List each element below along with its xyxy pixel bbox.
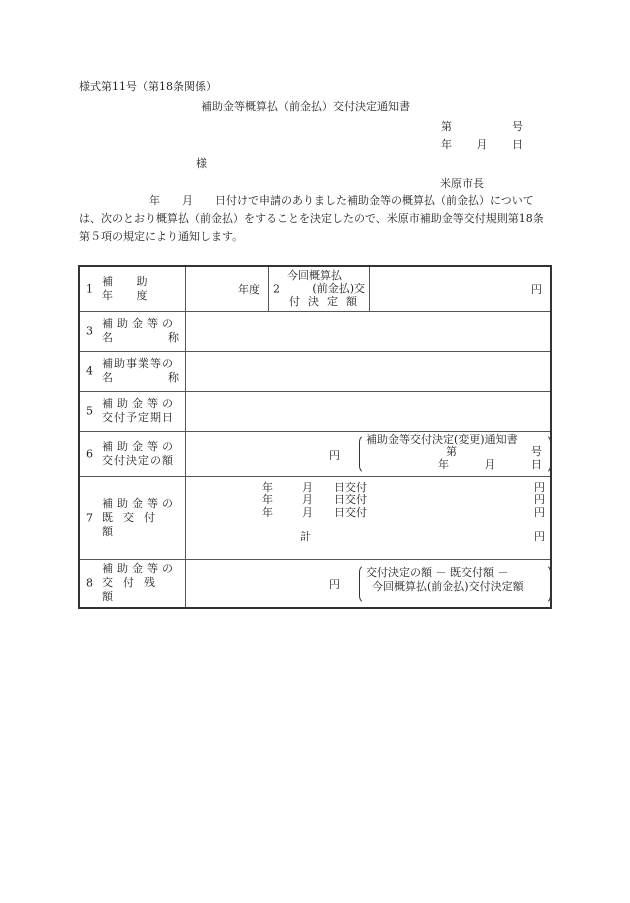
addressee-suffix: 様: [196, 157, 207, 170]
item-label-line2: 既交付額: [102, 510, 165, 538]
note-line1: 補助金等交付決定(変更)通知書: [366, 432, 518, 446]
yen-suffix: 円: [531, 282, 542, 296]
item-label-line1: 補助金等の: [102, 496, 177, 510]
paid-amount-field[interactable]: [186, 476, 552, 559]
item2-label-line3: 付決定額: [289, 295, 365, 309]
form-number: 様式第11号（第18条関係）: [79, 80, 217, 93]
item2-label-line2: (前金払)交: [312, 282, 365, 296]
subsidy-year-field[interactable]: [186, 266, 269, 311]
item-number: 8: [86, 576, 93, 590]
scheduled-date-field[interactable]: [186, 391, 552, 431]
item-number: 3: [86, 324, 93, 338]
document-date: [441, 138, 523, 152]
yen-suffix: 円: [329, 577, 340, 591]
item-number: 7: [86, 511, 93, 524]
item-label-line2: 交付決定の額: [102, 453, 174, 467]
remaining-amount-field[interactable]: [186, 559, 552, 608]
item-label-line1: 補助金等の: [102, 397, 177, 410]
item-label-line1: 補助金等の: [102, 317, 177, 330]
date-day: 日: [512, 138, 523, 151]
item-label-line2: 交付予定期日: [102, 411, 174, 424]
payment-row: 年 月 日交付 円: [262, 480, 545, 494]
payment-list: [262, 482, 545, 544]
item-number: 4: [86, 364, 93, 378]
row-project-name: [79, 351, 551, 391]
row-paid-amount: [79, 476, 551, 559]
payment-row: 年 月 日交付 円: [262, 493, 545, 506]
item-number: 2: [273, 282, 280, 296]
decision-amount-field[interactable]: [186, 431, 552, 476]
number-prefix: 第: [441, 120, 452, 133]
item2-label-line1: 今回概算払: [287, 269, 342, 283]
item-label-line2: 交付残額: [102, 576, 165, 603]
item-number: 5: [86, 404, 93, 418]
item-label: 補 助 年 度: [102, 274, 158, 302]
row-scheduled-date: [79, 391, 551, 431]
note-line1: 交付決定の額 － 既交付額 －: [366, 565, 509, 579]
document-title: 補助金等概算払（前金払）交付決定通知書: [201, 100, 410, 113]
formula-note: [366, 566, 524, 594]
payment-total-row: 計 円: [300, 530, 545, 543]
subsidy-name-field[interactable]: [186, 311, 552, 351]
number-suffix: 号: [512, 120, 523, 133]
body-month: 月: [182, 194, 193, 207]
reference-note: 補助金等交付決定(変更)通知書 第 号 年 月 日: [366, 432, 542, 471]
item-number: 6: [86, 447, 93, 460]
row-decision-amount: [79, 431, 551, 476]
project-name-field[interactable]: [186, 351, 552, 391]
payment-row: 年 月 日交付 円: [262, 505, 545, 519]
body-paragraph: [79, 192, 549, 246]
row-subsidy-year: [79, 266, 551, 311]
advance-amount-field[interactable]: [370, 266, 552, 311]
item-label-line1: 補助金等の: [102, 562, 177, 575]
notice-table: [78, 265, 552, 609]
yen-suffix: 円: [329, 448, 340, 462]
row-remaining-amount: [79, 559, 551, 608]
item-label-line1: 補助金等の: [102, 439, 177, 453]
row-subsidy-name: [79, 311, 551, 351]
body-text: 日付けで申請のありました補助金等の概算払（前金払）については、次のとおり概算払（前金払）をすることを決定したので、米原市補助金等交付規則第18条第５項の規定により通知します。: [79, 194, 544, 243]
year-suffix: 年度: [238, 282, 260, 296]
document-number: [441, 120, 523, 134]
item-number: 1: [86, 282, 93, 296]
date-year: 年: [441, 138, 452, 151]
item-label-line2: 名 称: [102, 371, 179, 384]
date-month: 月: [476, 138, 488, 151]
item-label-line1: 補助事業等の: [102, 357, 174, 370]
sender-name: 米原市長: [440, 177, 484, 190]
item-label-line2: 名 称: [102, 331, 179, 344]
note-line2: 今回概算払(前金払)交付決定額: [372, 579, 524, 593]
body-year: 年: [149, 194, 160, 207]
